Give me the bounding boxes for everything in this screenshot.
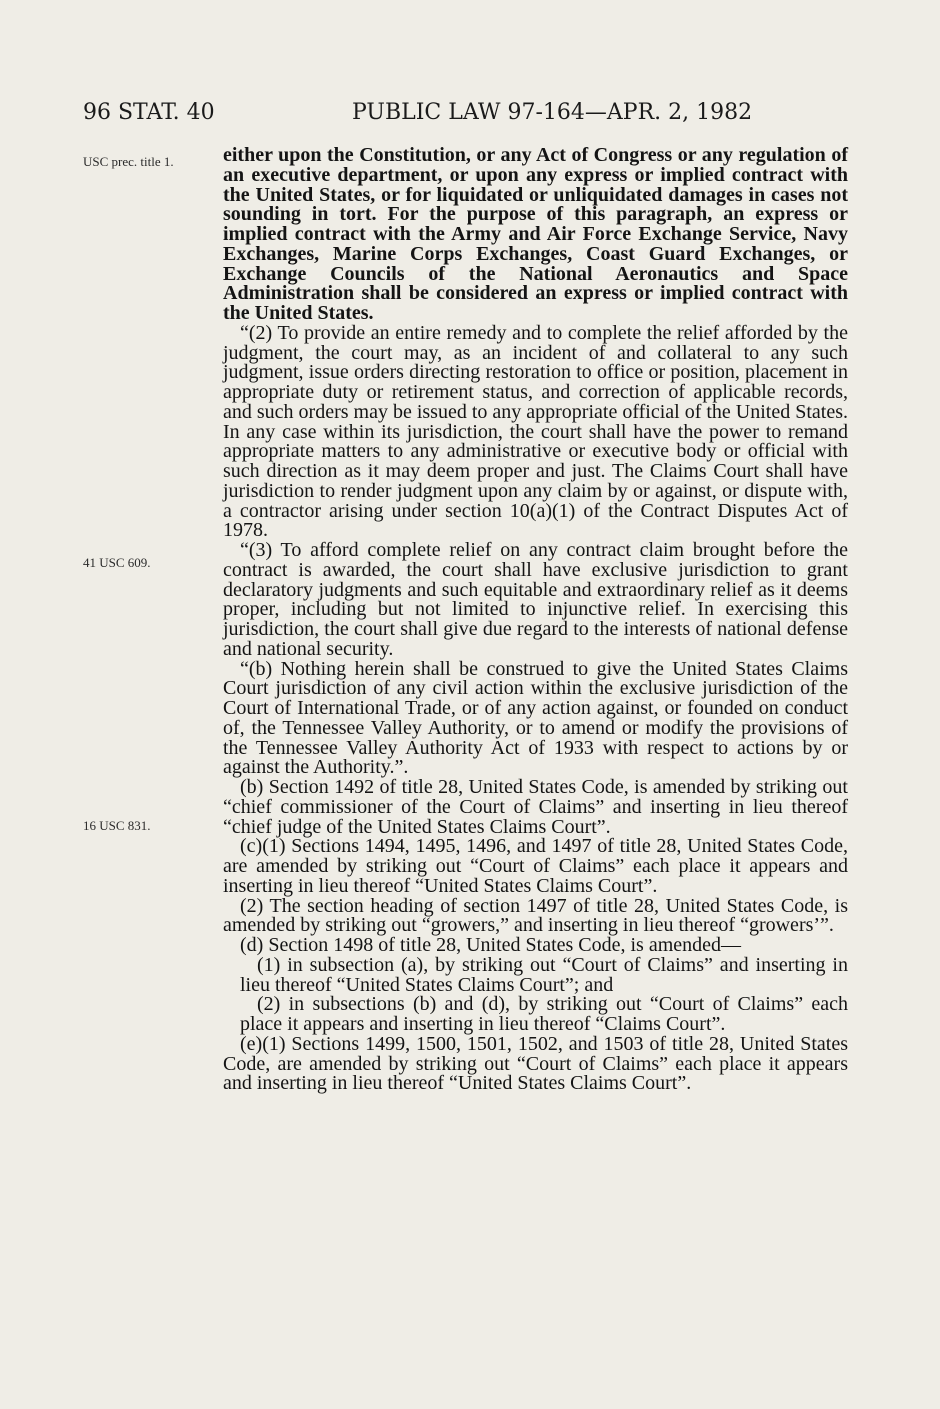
paragraph-10: (2) in subsections (b) and (d), by striking out “Court of Claims” each place it appears and inserting in lieu thereof “Claims Court”. — [240, 993, 848, 1035]
margin-note-41-usc-609: 41 USC 609. — [83, 555, 151, 570]
margin-note-16-usc-831: 16 USC 831. — [83, 818, 151, 833]
paragraph-3: “(3) To afford complete relief on any contract claim brought before the contract is awarded, the court shall have exclusive jurisdiction to grant declaratory judgments and such equitable and extraordinary relief as it deems proper, including but not limited to injunctive relief. In exercising this jurisdiction, the court shall give due regard to the interests of national defense and national security. — [223, 539, 848, 660]
paragraph-6: (c)(1) Sections 1494, 1495, 1496, and 1497 of title 28, United States Code, are amended by striking out “Court of Claims” each place it appears and inserting in lieu thereof “United States Claims Court”. — [223, 835, 848, 897]
paragraph-2: “(2) To provide an entire remedy and to complete the relief afforded by the judgment, the court may, as an incident of and collateral to any such judgment, issue orders directing restoration to office or position, placement in appropriate duty or retirement status, and correction of applicable records, and such orders may be issued to any appropriate official of the United States. In any case within its jurisdiction, the court shall have the power to remand appropriate matters to any administrative or executive body or official with such direction as it may deem proper and just. The Claims Court shall have jurisdiction to render judgment upon any claim by or against, or dispute with, a contractor arising under section 10(a)(1) of the Contract Disputes Act of 1978. — [223, 321, 849, 542]
paragraph-8: (d) Section 1498 of title 28, United States Code, is amended— — [240, 934, 742, 956]
paragraph-4: “(b) Nothing herein shall be construed to give the United States Claims Court jurisdiction of any civil action within the exclusive jurisdiction of the Court of International Trade, or of any action against, or founded on conduct of, the Tennessee Valley Authority, or to amend or modify the provisions of the Tennessee Valley Authority Act of 1933 with respect to actions by or against the Authority.”. — [223, 657, 848, 779]
margin-note-usc-prec: USC prec. title 1. — [83, 154, 174, 169]
paragraph-11: (e)(1) Sections 1499, 1500, 1501, 1502, and 1503 of title 28, United States Code, are amended by striking out “Court of Claims” each place it appears and inserting in lieu thereof “United States Claims Court”. — [223, 1032, 848, 1095]
paragraph-1: either upon the Constitution, or any Act of Congress or any regulation of an executive department, or upon any express or implied contract with the United States, or for liquidated or unliquidated damages in cases not sounding in tort. For the purpose of this paragraph, an express or implied contract with the Army and Air Force Exchange Service, Navy Exchanges, Marine Corps Exchanges, Coast Guard Exchanges, or Exchange Councils of the National Aeronautics and Space Administration shall be considered an express or implied contract with the United States. — [223, 144, 848, 324]
paragraph-5: (b) Section 1492 of title 28, United States Code, is amended by striking out “chief commissioner of the Court of Claims” and inserting in lieu thereof “chief judge of the United States Claims Court”. — [223, 776, 848, 838]
law-reference-header: PUBLIC LAW 97-164—APR. 2, 1982 — [352, 100, 753, 125]
paragraph-7: (2) The section heading of section 1497 of title 28, United States Code, is amended by striking out “growers,” and inserting in lieu thereof “growers’”. — [223, 894, 848, 937]
body-text — [223, 146, 848, 1094]
page-reference: 96 STAT. 40 — [83, 100, 215, 125]
paragraph-9: (1) in subsection (a), by striking out “Court of Claims” and inserting in lieu thereof “United States Claims Court”; and — [240, 953, 848, 996]
